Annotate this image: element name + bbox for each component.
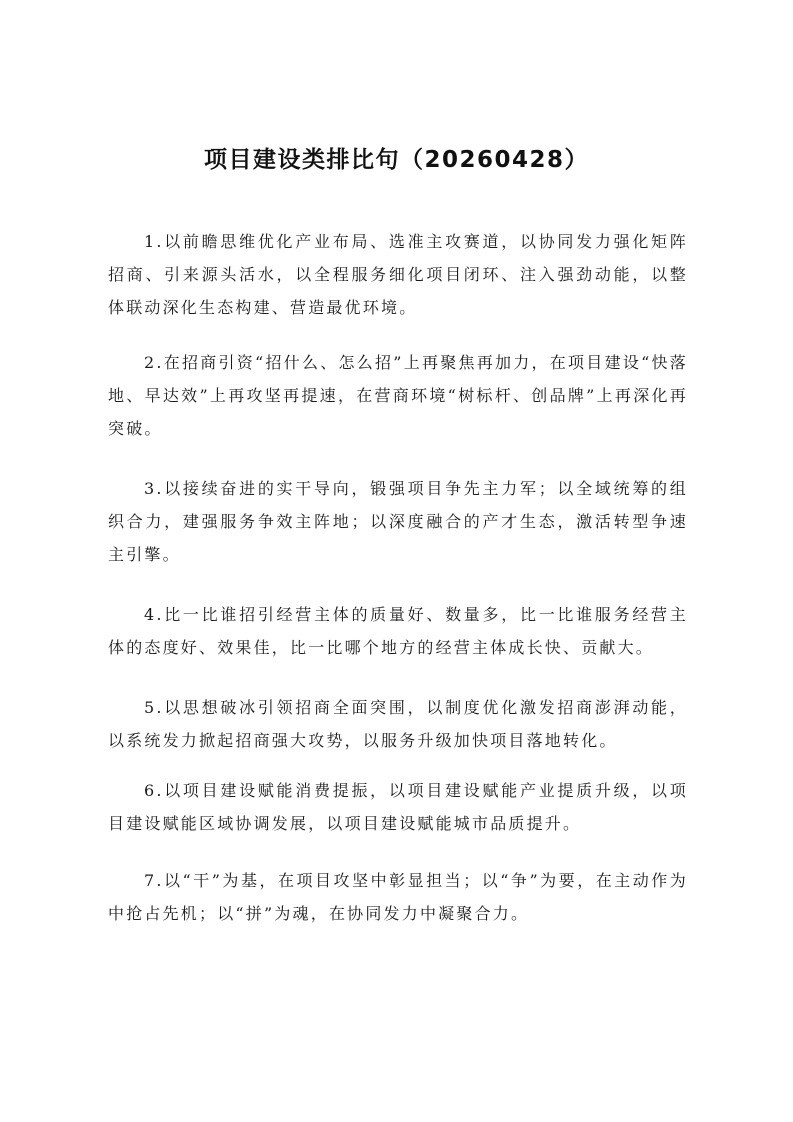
paragraph-1: 1.以前瞻思维优化产业布局、选准主攻赛道，以协同发力强化矩阵招商、引来源头活水，以全程服务细化项目闭环、注入强劲动能，以整体联动深化生态构建、营造最优环境。: [108, 232, 688, 317]
document-title: 项目建设类排比句（20260428）: [203, 147, 590, 173]
paragraph-4: 4.比一比谁招引经营主体的质量好、数量多，比一比谁服务经营主体的态度好、效果佳，比一比哪个地方的经营主体成长快、贡献大。: [108, 605, 688, 657]
paragraph-7: 7.以“干”为基，在项目攻坚中彰显担当；以“争”为要，在主动作为中抢占先机；以“拼”为魂，在协同发力中凝聚合力。: [108, 871, 688, 923]
paragraph-6: 6.以项目建设赋能消费提振，以项目建设赋能产业提质升级，以项目建设赋能区域协调发展，以项目建设赋能城市品质提升。: [108, 781, 688, 833]
paragraph-5: 5.以思想破冰引领招商全面突围，以制度优化激发招商澎湃动能，以系统发力掀起招商强大攻势，以服务升级加快项目落地转化。: [108, 698, 688, 750]
paragraph-3: 3.以接续奋进的实干导向，锻强项目争先主力军；以全域统筹的组织合力，建强服务争效主阵地；以深度融合的产才生态，激活转型争速主引擎。: [108, 479, 688, 564]
paragraph-2: 2.在招商引资“招什么、怎么招”上再聚焦再加力，在项目建设“快落地、早达效”上再攻坚再提速，在营商环境“树标杆、创品牌”上再深化再突破。: [108, 353, 688, 438]
